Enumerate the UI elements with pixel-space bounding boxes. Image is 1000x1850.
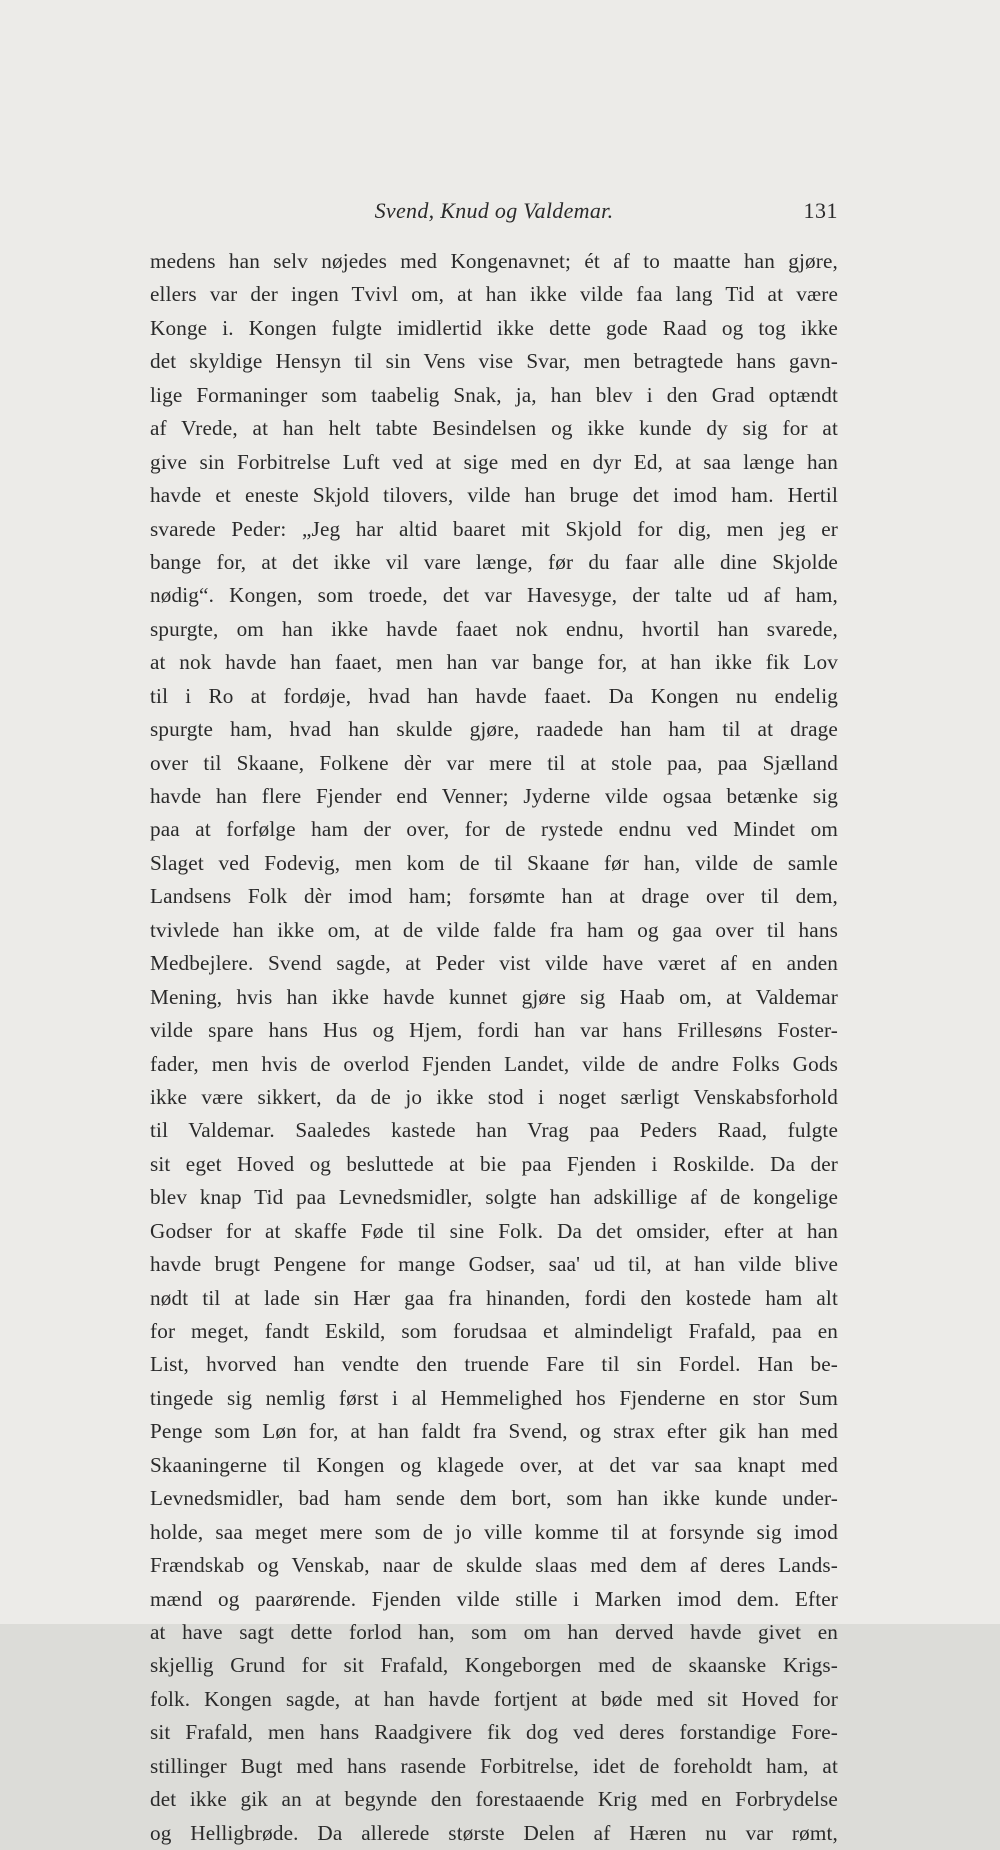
text-line: List, hvorved han vendte den truende Fare til sin Fordel. Han be- bbox=[150, 1352, 838, 1377]
text-line: tingede sig nemlig først i al Hemmelighed hos Fjenderne en stor Sum bbox=[150, 1385, 838, 1410]
text-line: og Helligbrøde. Da allerede største Delen af Hæren nu var rømt, bbox=[150, 1820, 838, 1845]
text-line: Penge som Løn for, at han faldt fra Svend, og strax efter gik han med bbox=[150, 1419, 838, 1444]
running-title: Svend, Knud og Valdemar. bbox=[374, 198, 614, 223]
page-number: 131 bbox=[803, 198, 838, 223]
text-line: ellers var der ingen Tvivl om, at han ikke vilde faa lang Tid at være bbox=[150, 282, 838, 307]
text-line: Skaaningerne til Kongen og klagede over, at det var saa knapt med bbox=[150, 1452, 838, 1477]
text-line: til Valdemar. Saaledes kastede han Vrag paa Peders Raad, fulgte bbox=[150, 1118, 838, 1143]
text-line: at have sagt dette forlod han, som om han derved havde givet en bbox=[150, 1619, 838, 1644]
text-line: til i Ro at fordøje, hvad han havde faaet. Da Kongen nu endelig bbox=[150, 683, 838, 708]
text-line: Landsens Folk dèr imod ham; forsømte han at drage over til dem, bbox=[150, 884, 838, 909]
text-line: blev knap Tid paa Levnedsmidler, solgte han adskillige af de kongelige bbox=[150, 1185, 838, 1210]
running-header bbox=[150, 198, 838, 230]
text-line: havde han flere Fjender end Venner; Jyderne vilde ogsaa betænke sig bbox=[150, 784, 838, 808]
text-line: Mening, hvis han ikke havde kunnet gjøre sig Haab om, at Valdemar bbox=[150, 984, 838, 1009]
text-line: Frændskab og Venskab, naar de skulde slaas med dem af deres Lands- bbox=[150, 1553, 838, 1578]
text-line: Godser for at skaffe Føde til sine Folk. Da det omsider, efter at han bbox=[150, 1218, 838, 1243]
text-line: skjellig Grund for sit Frafald, Kongeborgen med de skaanske Krigs- bbox=[150, 1653, 838, 1678]
text-line: Medbejlere. Svend sagde, at Peder vist vilde have været af en anden bbox=[150, 951, 838, 976]
text-line: Konge i. Kongen fulgte imidlertid ikke dette gode Raad og tog ikke bbox=[150, 315, 838, 340]
text-line: havde et eneste Skjold tilovers, vilde han bruge det imod ham. Hertil bbox=[150, 483, 838, 508]
text-line: folk. Kongen sagde, at han havde fortjent at bøde med sit Hoved for bbox=[150, 1686, 838, 1711]
text-line: stillinger Bugt med hans rasende Forbitrelse, idet de foreholdt ham, at bbox=[150, 1753, 838, 1778]
text-line: nødt til at lade sin Hær gaa fra hinanden, fordi den kostede ham alt bbox=[150, 1285, 838, 1310]
text-line: havde brugt Pengene for mange Godser, saa' ud til, at han vilde blive bbox=[150, 1252, 838, 1277]
text-line: svarede Peder: „Jeg har altid baaret mit Skjold for dig, men jeg er bbox=[150, 516, 838, 541]
text-line: af Vrede, at han helt tabte Besindelsen og ikke kunde dy sig for at bbox=[150, 416, 838, 441]
text-line: for meget, fandt Eskild, som forudsaa et almindeligt Frafald, paa en bbox=[150, 1319, 838, 1343]
text-line: holde, saa meget mere som de jo ville komme til at forsynde sig imod bbox=[150, 1519, 838, 1544]
text-line: sit eget Hoved og besluttede at bie paa Fjenden i Roskilde. Da der bbox=[150, 1151, 838, 1176]
text-line: tvivlede han ikke om, at de vilde falde fra ham og gaa over til hans bbox=[150, 917, 838, 942]
text-line: fader, men hvis de overlod Fjenden Landet, vilde de andre Folks Gods bbox=[150, 1051, 838, 1076]
text-line: vilde spare hans Hus og Hjem, fordi han var hans Frillesøns Foster- bbox=[150, 1018, 838, 1043]
text-line: det ikke gik an at begynde den forestaaende Krig med en Forbrydelse bbox=[150, 1787, 838, 1812]
text-line: paa at forfølge ham der over, for de rystede endnu ved Mindet om bbox=[150, 817, 838, 842]
text-line: Levnedsmidler, bad ham sende dem bort, som han ikke kunde under- bbox=[150, 1486, 838, 1511]
text-line: Slaget ved Fodevig, men kom de til Skaane før han, vilde de samle bbox=[150, 850, 838, 875]
text-line: over til Skaane, Folkene dèr var mere til at stole paa, paa Sjælland bbox=[150, 750, 838, 775]
text-line: at nok havde han faaet, men han var bange for, at han ikke fik Lov bbox=[150, 650, 838, 675]
text-line: bange for, at det ikke vil vare længe, før du faar alle dine Skjolde bbox=[150, 549, 838, 574]
text-line: nødig“. Kongen, som troede, det var Havesyge, der talte ud af ham, bbox=[150, 583, 838, 608]
text-line: ikke være sikkert, da de jo ikke stod i noget særligt Venskabsforhold bbox=[150, 1084, 838, 1109]
text-line: spurgte, om han ikke havde faaet nok endnu, hvortil han svarede, bbox=[150, 616, 838, 641]
text-line: mænd og paarørende. Fjenden vilde stille i Marken imod dem. Efter bbox=[150, 1586, 838, 1611]
text-line: give sin Forbitrelse Luft ved at sige med en dyr Ed, at saa længe han bbox=[150, 449, 838, 474]
text-line: det skyldige Hensyn til sin Vens vise Svar, men betragtede hans gavn- bbox=[150, 349, 838, 374]
text-line: lige Formaninger som taabelig Snak, ja, han blev i den Grad optændt bbox=[150, 382, 838, 407]
body-text bbox=[150, 245, 838, 1850]
text-line: spurgte ham, hvad han skulde gjøre, raadede han ham til at drage bbox=[150, 717, 838, 742]
text-line: sit Frafald, men hans Raadgivere fik dog ved deres forstandige Fore- bbox=[150, 1720, 838, 1745]
text-line: medens han selv nøjedes med Kongenavnet; ét af to maatte han gjøre, bbox=[150, 249, 838, 273]
